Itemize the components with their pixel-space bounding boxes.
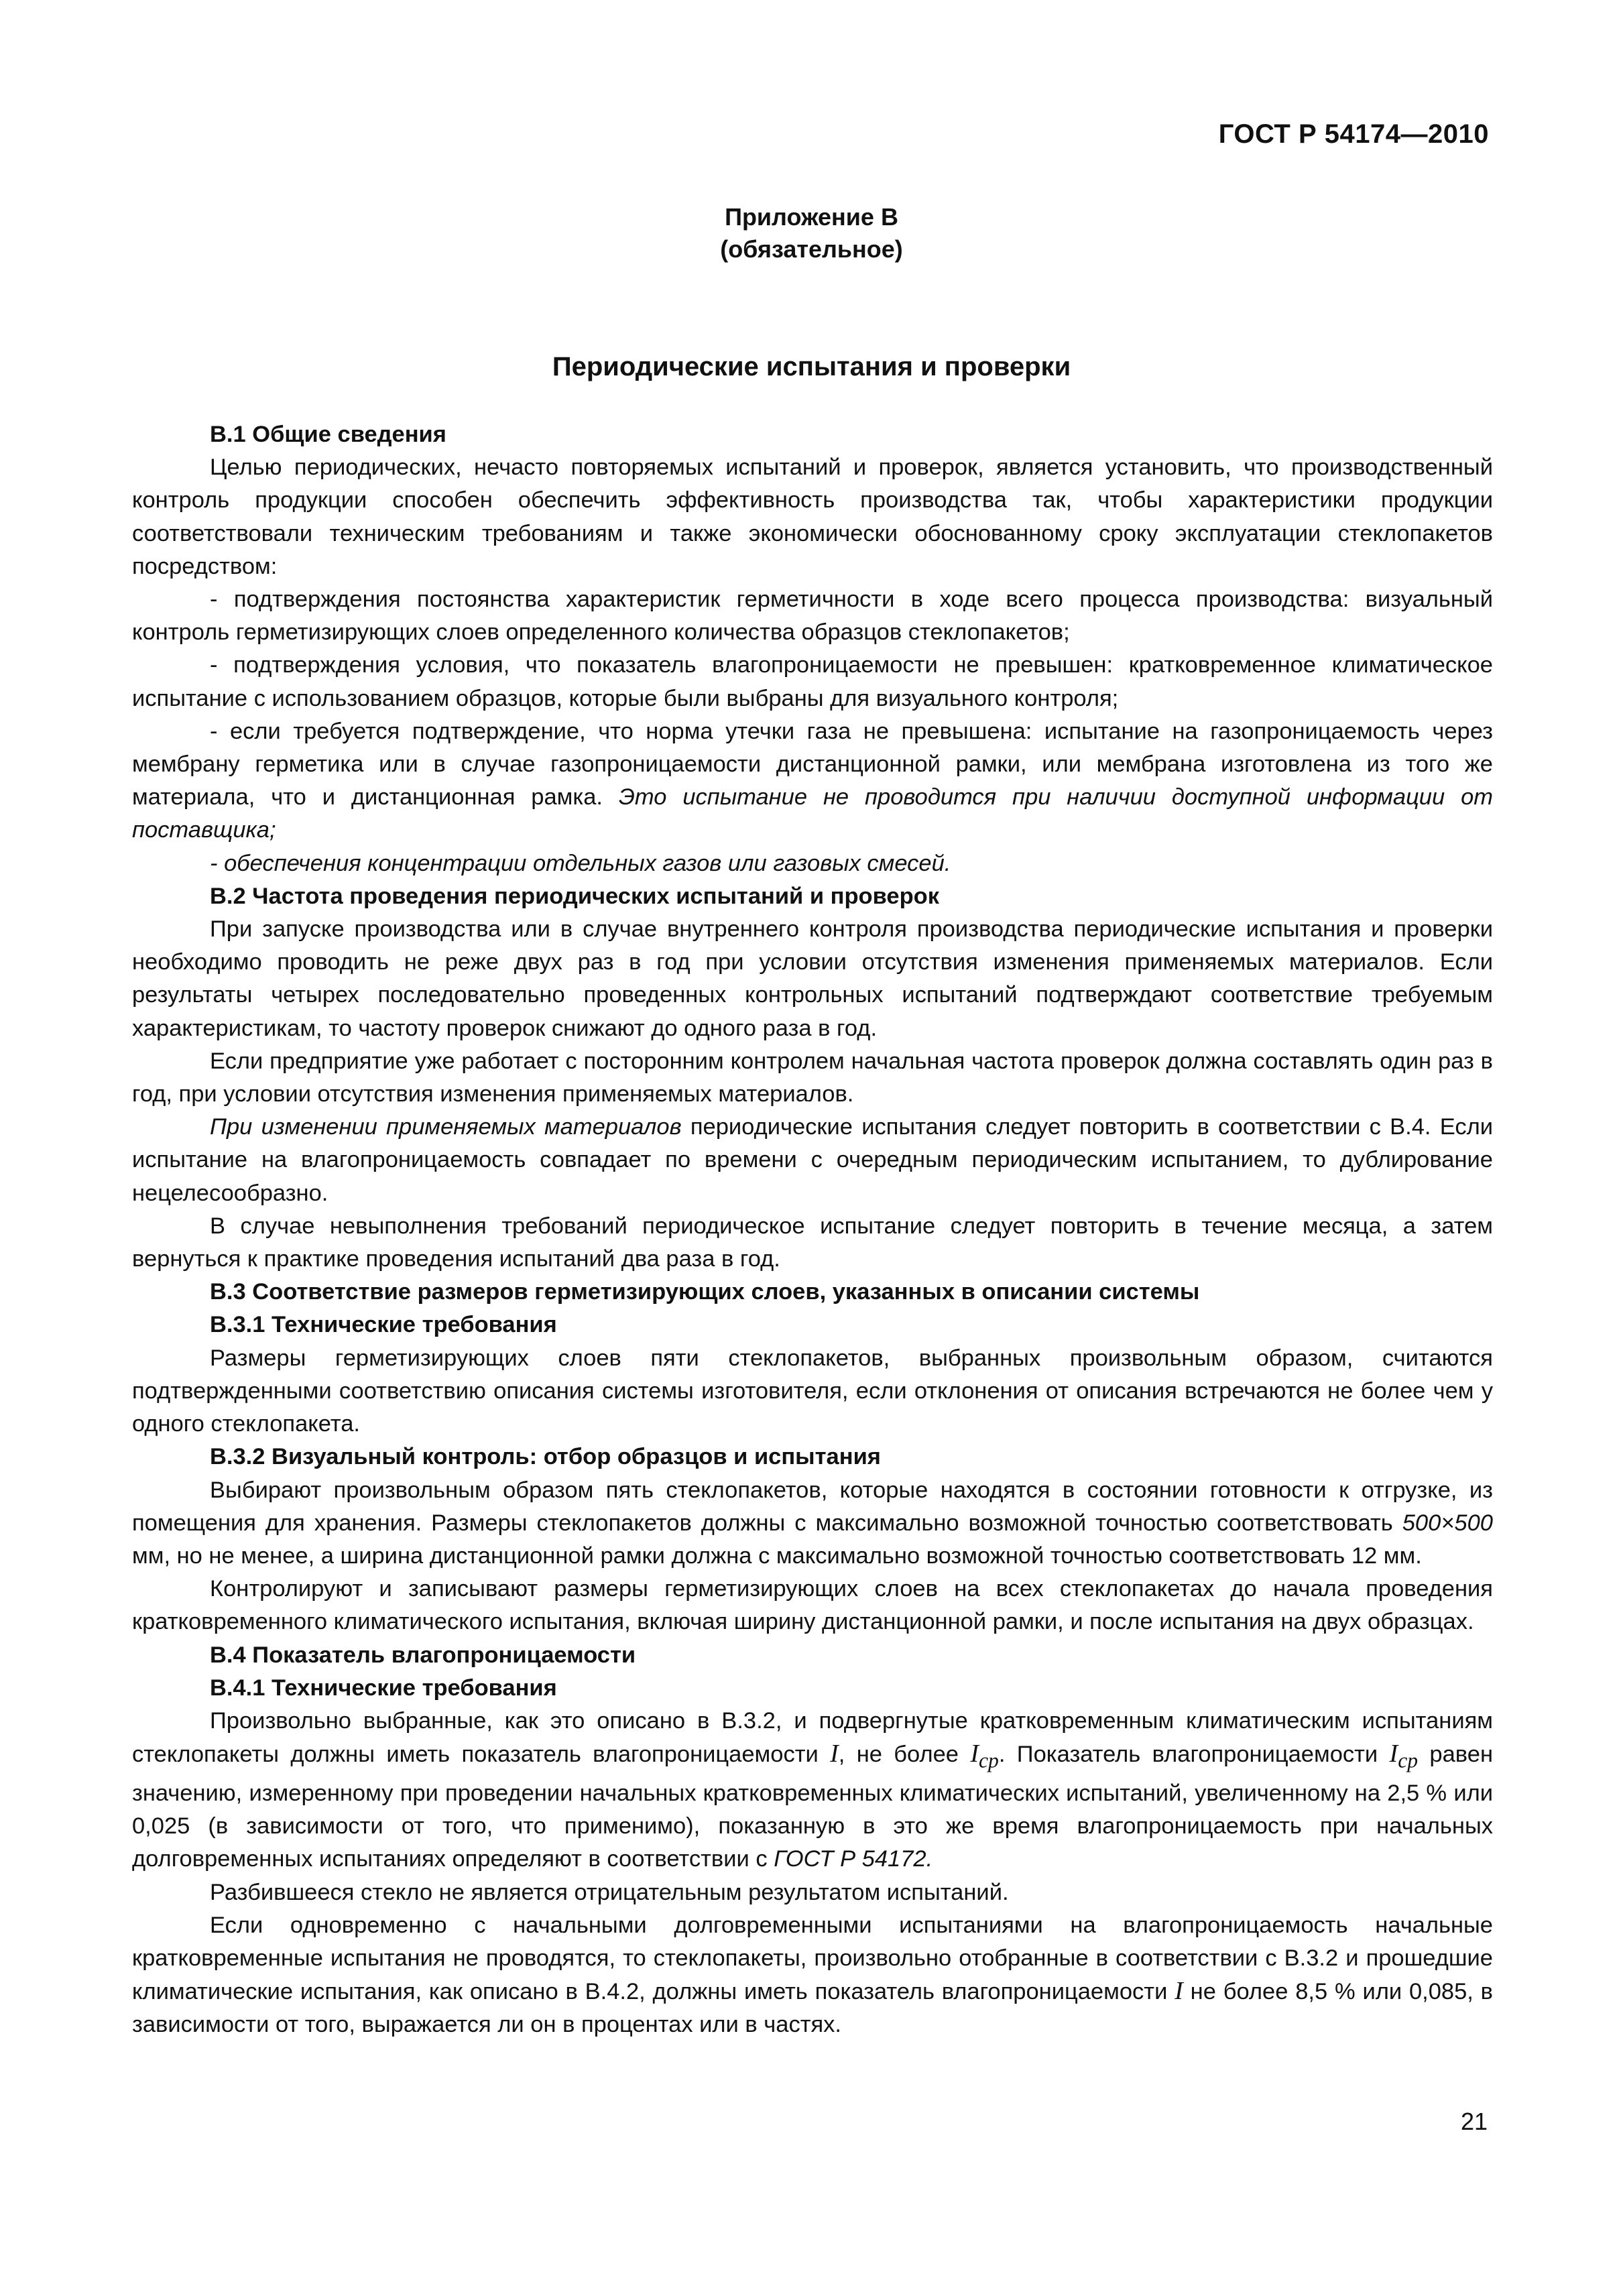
paragraph-text: периодические испытания следует повторить в соответствии с В.4. Если испытание на влагопроницаемость совпадает по времени с очередным периодическим испытанием, то дублирование нецелесообразно. [132, 1114, 1493, 1206]
paragraph: Целью периодических, нечасто повторяемых испытаний и проверок, является установить, что производственный контроль продукции способен обеспечить эффективность производства так, чтобы характеристики продукции соответствовали техническим требованиям и также экономически обоснованному сроку эксплуатации стеклопакетов посредством: [132, 455, 1493, 579]
paragraph: Размеры герметизирующих слоев пяти стеклопакетов, выбранных произвольным образом, считаются подтвержденными соответствию описания системы изготовителя, если отклонения от описания встречаются не более чем у одного стеклопакета. [132, 1345, 1493, 1437]
paragraph-text: . Показатель влагопроницаемости [998, 1742, 1390, 1768]
appendix-heading [0, 201, 1623, 265]
list-item [132, 715, 1493, 847]
symbol-base: I [970, 1740, 979, 1768]
paragraph [132, 1909, 1493, 2042]
paragraph: В случае невыполнения требований периодическое испытание следует повторить в течение месяца, а затем вернуться к практике проведения испытаний два раза в год. [132, 1213, 1493, 1272]
italic-phrase: При изменении применяемых материалов [210, 1114, 682, 1140]
section-heading-b4: В.4 Показатель влагопроницаемости [210, 1642, 636, 1668]
paragraph: Разбившееся стекло не является отрицательным результатом испытаний. [210, 1879, 1009, 1905]
section-heading-b1: В.1 Общие сведения [210, 422, 446, 447]
paragraph: Контролируют и записывают размеры герметизирующих слоев на всех стеклопакетах до начала проведения кратковременного климатического испытания, включая ширину дистанционной рамки, и после испытания на двух образцах. [132, 1576, 1493, 1635]
list-item: - подтверждения постоянства характеристик герметичности в ходе всего процесса производства: визуальный контроль герметизирующих слоев определенного количества образцов стеклопакетов; [132, 587, 1493, 646]
symbol-subscript: cp [1398, 1748, 1419, 1772]
document-body [132, 418, 1493, 2042]
paragraph-text: равен значению, измеренному при проведении начальных кратковременных климатических испытаний, увеличенному на 2,5 % или 0,025 (в зависимости от того, что применимо), показанную в это же время влагопроницаемость при начальных долговременных испытаниях определяют в соответствии с [132, 1742, 1493, 1872]
list-item: - подтверждения условия, что показатель влагопроницаемости не превышен: кратковременное климатическое испытание с использованием образцов, которые были выбраны для визуального контроля; [132, 652, 1493, 711]
paragraph-text: не более 8,5 % или 0,085, в зависимости от того, выражается ли он в процентах или в частях. [132, 1979, 1493, 2038]
subsection-heading-b3-2: В.3.2 Визуальный контроль: отбор образцов и испытания [210, 1444, 881, 1470]
symbol-base: I [1389, 1740, 1398, 1768]
standard-code: ГОСТ Р 54174—2010 [1218, 119, 1489, 149]
symbol-i: I [830, 1740, 839, 1768]
section-heading-b2: В.2 Частота проведения периодических испытаний и проверок [210, 883, 939, 909]
paragraph: При запуске производства или в случае внутреннего контроля производства периодические испытания и проверки необходимо проводить не реже двух раз в год при условии отсутствия изменения применяемых материалов. Если результаты четырех последовательно проведенных контрольных испытаний подтверждают соответствие требуемым характеристикам, то частоту проверок снижают до одного раза в год. [132, 916, 1493, 1041]
appendix-status: (обязательное) [720, 235, 903, 263]
paragraph [132, 1474, 1493, 1573]
paragraph-text: Если одновременно с начальными долговременными испытаниями на влагопроницаемость начальные кратковременные испытания не проводятся, то стеклопакеты, произвольно отобранные в соответствии с В.3.2 и прошедшие климатические испытания, как описано в В.4.2, должны иметь показатель влагопроницаемости [132, 1912, 1493, 2005]
paragraph: Если предприятие уже работает с посторонним контролем начальная частота проверок должна составлять один раз в год, при условии отсутствия изменения применяемых материалов. [132, 1048, 1493, 1107]
symbol-i: I [1175, 1977, 1183, 2006]
page-number: 21 [1460, 2108, 1488, 2135]
dimension-value: 500×500 [1402, 1510, 1493, 1536]
subsection-heading-b4-1: В.4.1 Технические требования [210, 1675, 557, 1701]
symbol-icp [1389, 1740, 1419, 1772]
paragraph-text: Произвольно выбранные, как это описано в В.3.2, и подвергнутые кратковременным климатическим испытаниям стеклопакеты должны иметь показатель влагопроницаемости [132, 1707, 1493, 1768]
list-item-text: - если требуется подтверждение, что норма утечки газа не превышена: испытание на газопроницаемость через мембрану герметика или в случае газопроницаемости дистанционной рамки, или мембрана изготовлена из того же материала, что и дистанционная рамка. [132, 718, 1493, 810]
paragraph-text: Выбирают произвольным образом пять стеклопакетов, которые находятся в состоянии готовности к отгрузке, из помещения для хранения. Размеры стеклопакетов должны с максимально возможной точностью соответствовать [132, 1477, 1493, 1536]
list-item: - обеспечения концентрации отдельных газов или газовых смесей. [210, 850, 951, 876]
paragraph [132, 1705, 1493, 1876]
subsection-heading-b3-1: В.3.1 Технические требования [210, 1312, 557, 1338]
paragraph-text: мм, но не менее, а ширина дистанционной рамки должна с максимально возможной точностью соответствовать 12 мм. [132, 1543, 1422, 1569]
section-heading-b3: В.3 Соответствие размеров герметизирующих слоев, указанных в описании системы [210, 1279, 1200, 1305]
paragraph-text: , не более [838, 1742, 971, 1768]
standard-reference: ГОСТ Р 54172. [774, 1846, 933, 1872]
page-title: Периодические испытания и проверки [552, 352, 1071, 381]
symbol-icp [970, 1740, 999, 1772]
list-item-italic-note: Это испытание не проводится при наличии доступной информации от поставщика; [132, 784, 1494, 843]
paragraph [132, 1111, 1493, 1210]
appendix-label: Приложение В [725, 203, 898, 231]
symbol-subscript: cp [978, 1748, 999, 1772]
